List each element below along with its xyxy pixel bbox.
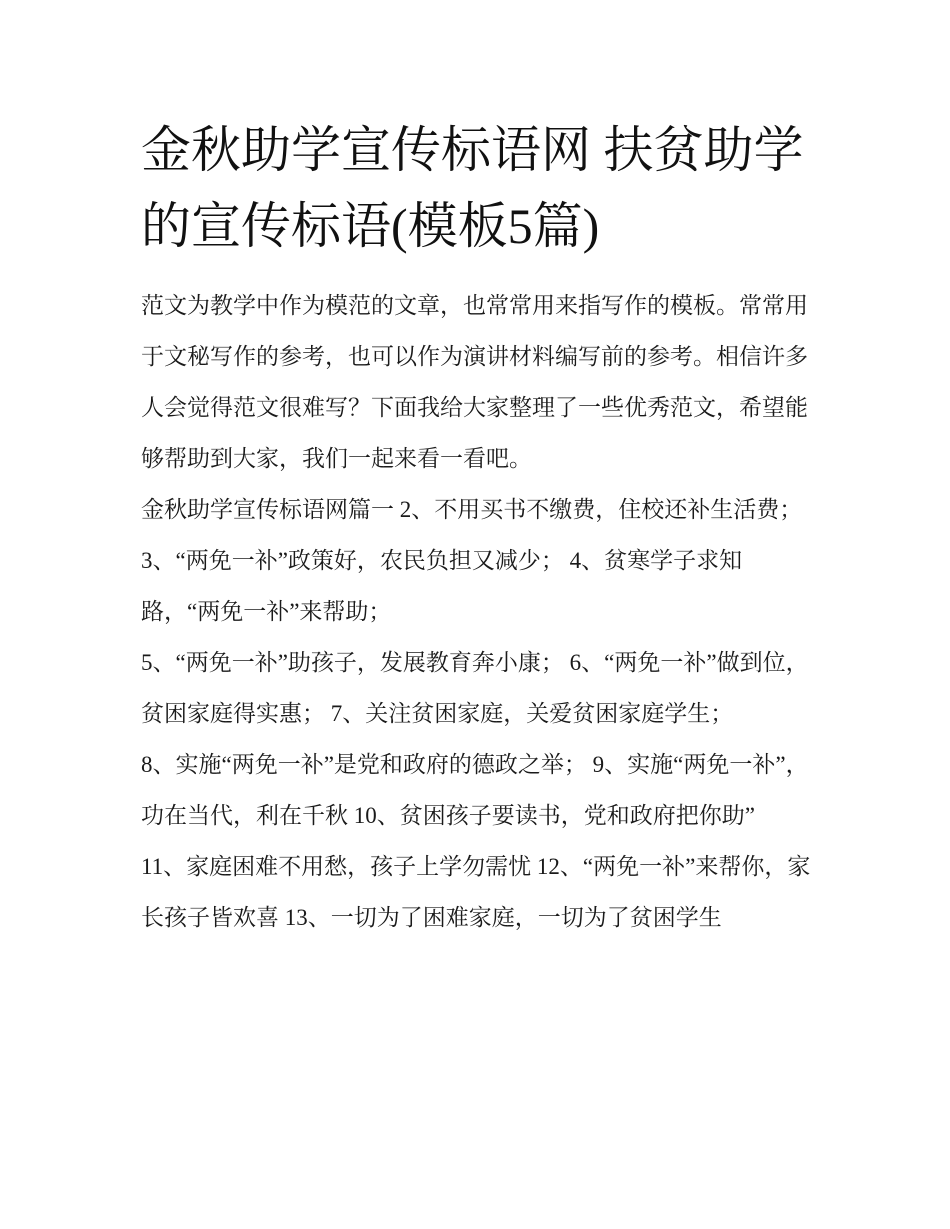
document-body [141,112,821,943]
paragraph-slogans-3: 8、实施“两免一补”是党和政府的德政之举； 9、实施“两免一补”，功在当代，利在千秋 10、贫困孩子要读书，党和政府把你助” [141,752,809,828]
paragraph-intro: 范文为教学中作为模范的文章，也常常用来指写作的模板。常常用于文秘写作的参考，也可以作为演讲材料编写前的参考。相信许多人会觉得范文很难写？下面我给大家整理了一些优秀范文，希望能够帮助到大家，我们一起来看一看吧。 [141,293,808,471]
document-title: 金秋助学宣传标语网 扶贫助学的宣传标语(模板5篇) [141,122,804,254]
paragraph-slogans-2: 5、“两免一补”助孩子，发展教育奔小康； 6、“两免一补”做到位，贫困家庭得实惠； 7、关注贫困家庭，关爱贫困家庭学生； [141,650,809,726]
paragraph-slogans-1: 金秋助学宣传标语网篇一 2、不用买书不缴费，住校还补生活费； 3、“两免一补”政策好，农民负担又减少； 4、贫寒学子求知路，“两免一补”来帮助； [141,497,803,624]
paragraph-list [141,280,821,943]
paragraph-slogans-4: 11、家庭困难不用愁，孩子上学勿需忧 12、“两免一补”来帮你，家长孩子皆欢喜 13、一切为了困难家庭，一切为了贫困学生 [141,854,811,930]
